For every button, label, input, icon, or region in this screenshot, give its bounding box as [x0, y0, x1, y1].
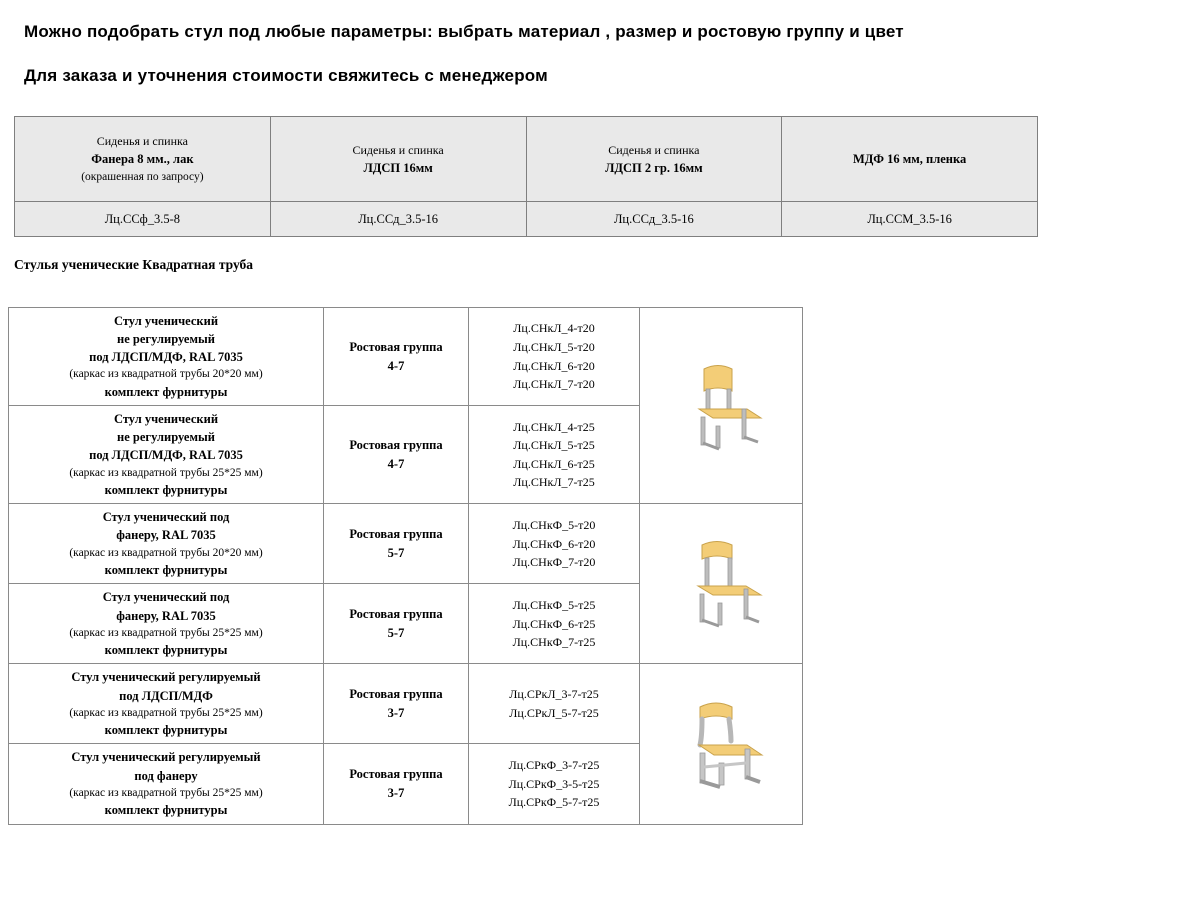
materials-code-2: Лц.ССд_3.5-16 [270, 202, 526, 237]
chair-codes-5 [469, 664, 640, 744]
chair-desc-5-line-1: Стул ученический регулируемый [71, 670, 261, 685]
chair-code-4-2: Лц.СНкФ_6-т25 [512, 616, 596, 631]
chair-description-5 [9, 664, 324, 744]
chair-code-2-2: Лц.СНкЛ_5-т25 [513, 438, 595, 453]
materials-col3-line2: ЛДСП 2 гр. 16мм [605, 160, 703, 175]
chair-code-6-3: Лц.СРкФ_5-7-т25 [508, 795, 600, 810]
chair-codes-1 [469, 308, 640, 406]
chair-desc-1-kit: комплект фурнитуры [104, 385, 228, 400]
chair-desc-3-line-1: Стул ученический под [102, 510, 230, 525]
chairs-table [8, 307, 803, 825]
chair-image-cell-adjustable [640, 664, 803, 824]
chair-code-4-3: Лц.СНкФ_7-т25 [512, 635, 596, 650]
chair-code-3-2: Лц.СНкФ_6-т20 [512, 536, 596, 551]
chair-description-6 [9, 744, 324, 824]
chair-code-3-1: Лц.СНкФ_5-т20 [512, 517, 596, 532]
materials-code-3: Лц.ССд_3.5-16 [526, 202, 782, 237]
materials-table [14, 116, 1038, 237]
chair-code-5-2: Лц.СРкЛ_5-7-т25 [509, 705, 599, 720]
chair-group-4 [324, 584, 469, 664]
materials-table-wrapper [14, 116, 1038, 237]
chair-group-4-label: Ростовая группа [349, 607, 443, 622]
chair-code-6-2: Лц.СРкФ_3-5-т25 [508, 776, 600, 791]
materials-col4-line2: МДФ 16 мм, пленка [853, 151, 967, 166]
chair-image-cell-fixed [640, 308, 803, 504]
document-page [0, 22, 1200, 922]
chair-desc-2-line-1: Стул ученический [113, 412, 219, 427]
chair-desc-6-frame: (каркас из квадратной трубы 25*25 мм) [69, 786, 263, 799]
materials-header-cell-2 [270, 117, 526, 202]
chair-description-1 [9, 308, 324, 406]
chair-desc-6-line-1: Стул ученический регулируемый [71, 750, 261, 765]
chair-code-1-4: Лц.СНкЛ_7-т20 [513, 377, 595, 392]
chair-code-3-3: Лц.СНкФ_7-т20 [512, 555, 596, 570]
chair-group-6-value: 3-7 [387, 786, 405, 800]
chair-desc-4-line-1: Стул ученический под [102, 590, 230, 605]
materials-col1-line3: (окрашенная по запросу) [81, 170, 204, 183]
chair-group-1-value: 4-7 [387, 358, 405, 373]
chair-description-3 [9, 504, 324, 584]
chair-image-cell-plywood [640, 504, 803, 664]
chair-code-1-1: Лц.СНкЛ_4-т20 [513, 321, 595, 336]
chair-group-5 [324, 664, 469, 744]
chair-group-1 [324, 308, 469, 406]
chair-code-1-3: Лц.СНкЛ_6-т20 [513, 358, 595, 373]
chair-group-6 [324, 744, 469, 824]
materials-col1-line2: Фанера 8 мм., лак [91, 152, 194, 166]
chair-desc-6-line-2: под фанеру [134, 768, 198, 783]
chair-desc-1-line-2: не регулируемый [117, 332, 215, 347]
materials-header-cell-1 [15, 117, 271, 202]
chair-code-6-1: Лц.СРкФ_3-7-т25 [508, 758, 600, 773]
intro-block [0, 22, 1200, 86]
chair-desc-1-frame: (каркас из квадратной трубы 20*20 мм) [69, 368, 263, 381]
materials-col2-line1: Сиденья и спинка [352, 142, 444, 157]
materials-col3-line1: Сиденья и спинка [608, 142, 700, 157]
chair-desc-6-kit: комплект фурнитуры [104, 803, 228, 818]
chair-codes-3 [469, 504, 640, 584]
chair-plywood-icon [666, 529, 776, 639]
section-title: Стулья ученические Квадратная труба [14, 257, 254, 272]
chair-group-3-label: Ростовая группа [349, 527, 443, 542]
chair-desc-4-kit: комплект фурнитуры [104, 643, 228, 658]
chair-desc-5-line-2: под ЛДСП/МДФ [119, 688, 213, 703]
materials-col1-line1: Сиденья и спинка [96, 134, 188, 148]
chair-group-1-label: Ростовая группа [349, 339, 443, 354]
materials-codes-row [15, 202, 1038, 237]
chairs-table-wrapper [8, 307, 768, 825]
chair-adjustable-icon [666, 689, 776, 799]
chair-group-2-value: 4-7 [387, 456, 405, 471]
chair-desc-2-line-3: под ЛДСП/МДФ, RAL 7035 [89, 448, 243, 463]
chair-desc-4-frame: (каркас из квадратной трубы 25*25 мм) [69, 626, 263, 639]
chair-desc-3-kit: комплект фурнитуры [104, 563, 228, 578]
chair-group-2 [324, 406, 469, 504]
chair-desc-2-line-2: не регулируемый [117, 430, 215, 445]
chair-group-3-value: 5-7 [387, 545, 405, 560]
chair-desc-1-line-1: Стул ученический [113, 314, 219, 328]
chair-description-4 [9, 584, 324, 664]
chair-codes-6 [469, 744, 640, 824]
table-row [9, 504, 803, 584]
chair-description-2 [9, 406, 324, 504]
materials-header-cell-4 [782, 117, 1038, 202]
chair-desc-1-line-3: под ЛДСП/МДФ, RAL 7035 [89, 350, 243, 365]
chair-desc-4-line-2: фанеру, RAL 7035 [116, 608, 216, 623]
chair-group-6-label: Ростовая группа [349, 767, 443, 782]
chair-desc-2-frame: (каркас из квадратной трубы 25*25 мм) [69, 466, 263, 479]
chair-code-5-1: Лц.СРкЛ_3-7-т25 [509, 687, 599, 702]
chair-code-2-4: Лц.СНкЛ_7-т25 [513, 475, 595, 490]
chair-code-2-1: Лц.СНкЛ_4-т25 [513, 419, 595, 434]
chair-codes-4 [469, 584, 640, 664]
materials-code-1: Лц.ССф_3.5-8 [15, 202, 271, 237]
chair-group-2-label: Ростовая группа [349, 438, 443, 452]
chair-desc-2-kit: комплект фурнитуры [104, 483, 228, 498]
chair-desc-3-frame: (каркас из квадратной трубы 20*20 мм) [69, 546, 263, 559]
materials-header-row [15, 117, 1038, 202]
chair-code-2-3: Лц.СНкЛ_6-т25 [513, 456, 595, 471]
chair-desc-3-line-2: фанеру, RAL 7035 [116, 528, 216, 543]
chair-group-5-label: Ростовая группа [349, 687, 443, 702]
intro-line-1: Можно подобрать стул под любые параметры: выбрать материал , размер и ростовую группу и цвет [24, 22, 904, 41]
chair-fixed-icon [666, 351, 776, 461]
table-row [9, 308, 803, 406]
chair-code-1-2: Лц.СНкЛ_5-т20 [513, 339, 595, 354]
chair-code-4-1: Лц.СНкФ_5-т25 [512, 598, 596, 613]
materials-code-4: Лц.ССМ_3.5-16 [782, 202, 1038, 237]
chair-desc-5-frame: (каркас из квадратной трубы 25*25 мм) [69, 706, 263, 719]
chair-group-3 [324, 504, 469, 584]
table-row [9, 664, 803, 744]
chair-codes-2 [469, 406, 640, 504]
chair-group-4-value: 5-7 [387, 625, 405, 640]
chair-group-5-value: 3-7 [387, 705, 405, 720]
intro-line-2: Для заказа и уточнения стоимости свяжитесь с менеджером [24, 66, 548, 85]
chair-desc-5-kit: комплект фурнитуры [104, 723, 228, 738]
materials-col2-line2: ЛДСП 16мм [363, 160, 433, 175]
materials-header-cell-3 [526, 117, 782, 202]
